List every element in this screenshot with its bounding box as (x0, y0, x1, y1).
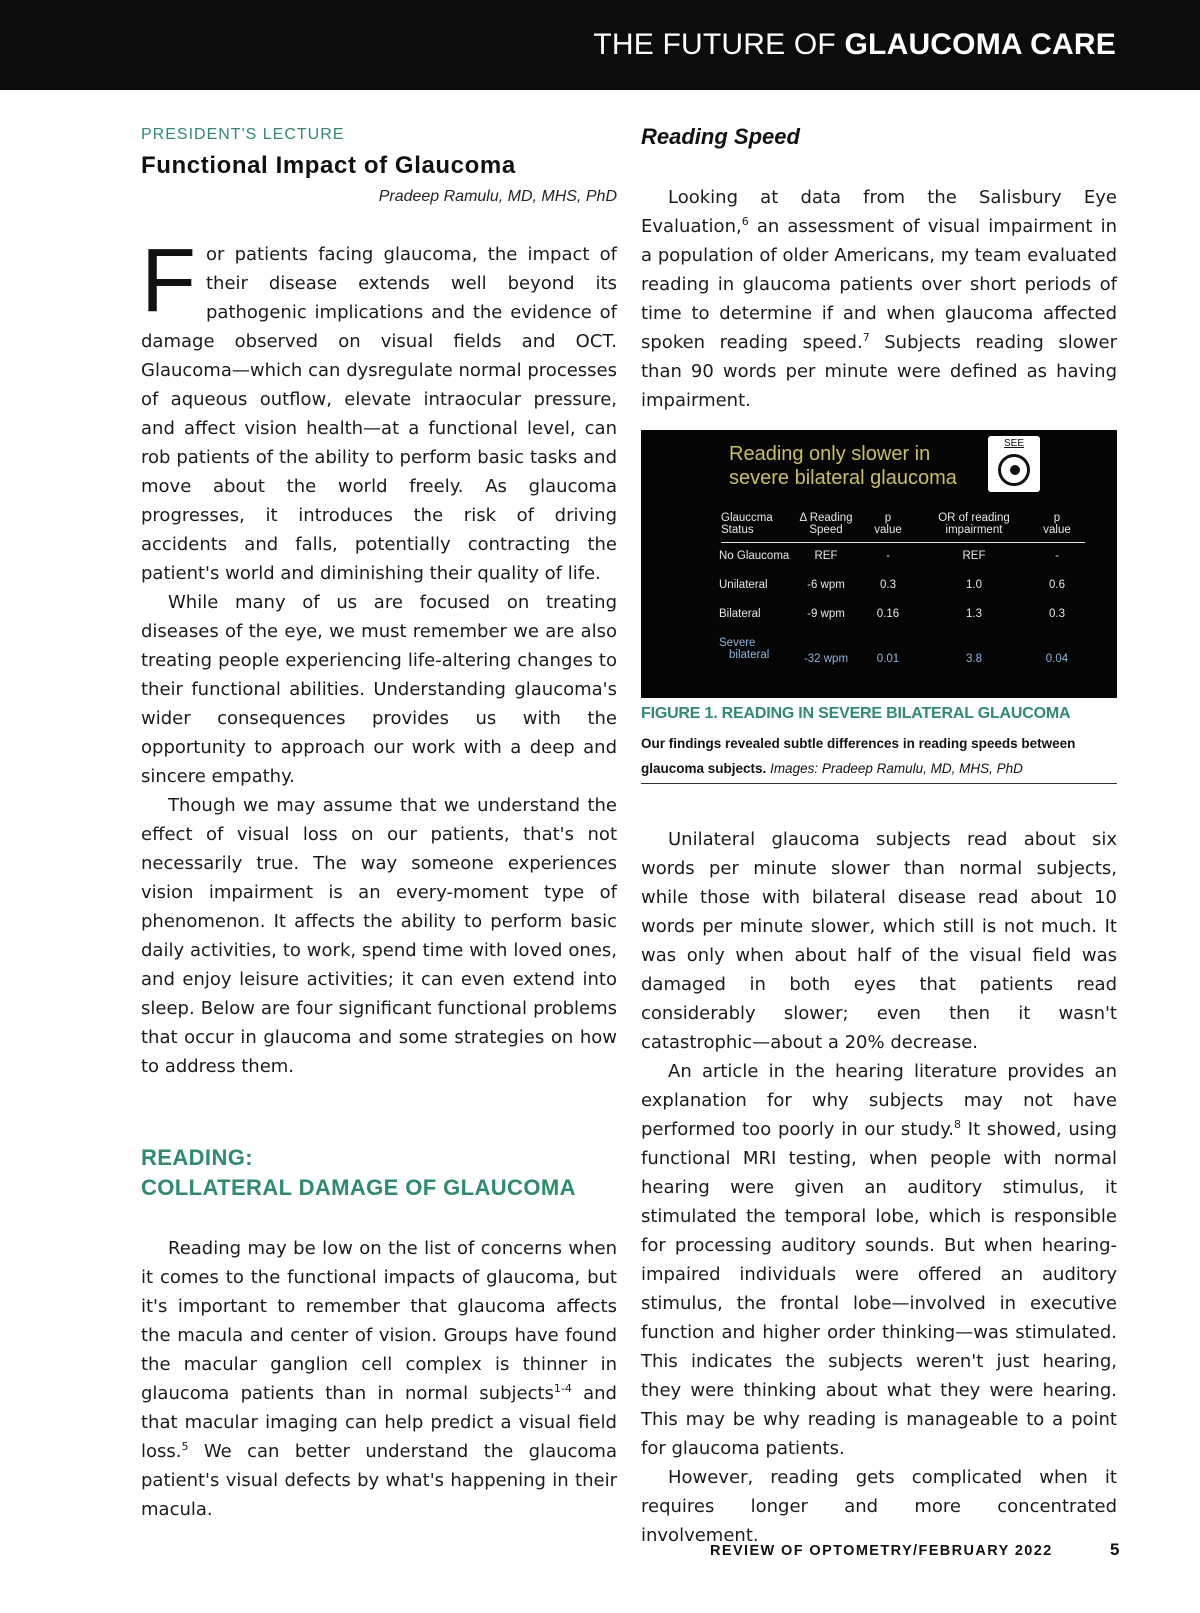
reading-speed-paragraph (641, 183, 1117, 415)
section-label: PRESIDENT'S LECTURE (141, 126, 345, 143)
intro-paragraph (141, 231, 617, 588)
right-paragraph-2: An article in the hearing literature provides an explanation for why subjects may not have performed too poorly in our study.$^8$ It showed, using functional MRI testing, when people with normal hearing were given an auditory stimulus, it stimulated the temporal lobe, which is responsible for processing auditory sounds. But when hearing-impaired individuals were offered an auditory stimulus, the frontal lobe—involved in executive function and higher order thinking—was stimulated. This indicates the subjects weren't just hearing, they were thinking about what they were hearing. This may be why reading is manageable to a point for glaucoma patients. (641, 1061, 1117, 1459)
running-head-bold: GLAUCOMA CARE (844, 28, 1116, 61)
byline: Pradeep Ramulu, MD, MHS, PhD (378, 188, 617, 205)
page-number: 5 (1110, 1540, 1120, 1559)
rs-text-3: Subjects reading slower than 90 words per minute were defined as having impairment. (641, 332, 1117, 411)
citation-6: 6 (741, 215, 749, 228)
severe-label: Severe bilateral (719, 637, 770, 661)
figure-caption-heading: FIGURE 1. READING IN SEVERE BILATERAL GLAUCOMA (641, 705, 1071, 722)
footer-publication: REVIEW OF OPTOMETRY/FEBRUARY 2022 (710, 1543, 1053, 1559)
eye-icon (998, 454, 1030, 486)
paragraph-3: Though we may assume that we understand the effect of visual loss on our patients, that's not necessarily true. The way someone experiences vision impairment is an every-moment type of phenomenon. It affects the ability to perform basic daily activities, to work, spend time with loved ones, and enjoy leisure activities; it can even extend into sleep. Below are four significant functional problems that occur in glaucoma and some strategies on how to address them. (141, 795, 617, 1077)
reading-heading (141, 1143, 576, 1203)
reading-heading-line-2: COLLATERAL DAMAGE OF GLAUCOMA (141, 1175, 576, 1200)
caption-rule (641, 783, 1117, 784)
intro-text: or patients facing glaucoma, the impact of their disease extends well beyond its pathogenic implications and the evidence of damage observed on visual fields and OCT. Glaucoma—which can dysregulate normal processes of aqueous outflow, elevate intraocular pressure, and affect vision health—at a functional level, can rob patients of the ability to perform basic tasks and move about the world freely. As glaucoma progresses, it introduces the risk of driving accidents and falls, potentially contracting the patient's world and diminishing their quality of life. (141, 244, 617, 584)
pupil-icon (1010, 465, 1020, 475)
header-bar (0, 0, 1200, 90)
citation-7: 7 (862, 331, 870, 344)
col-header-or: OR of reading impairment (938, 512, 1010, 536)
right-column-body (641, 825, 1117, 1550)
caption-credit: Images: Pradeep Ramulu, MD, MHS, PhD (770, 761, 1023, 776)
col-header-p1: p value (874, 512, 902, 536)
caption-bold: Our findings revealed subtle differences in reading speeds between glaucoma subjects. (641, 736, 1076, 776)
figure-caption (641, 731, 1117, 781)
col-header-speed: Δ Reading Speed (799, 512, 853, 536)
col-header-status: Glauccma Status (721, 512, 773, 536)
reading-text-1: Reading may be low on the list of concerns when it comes to the functional impacts of glaucoma, but it's important to remember that glaucoma affects the macula and center of vision. Groups have found the macular ganglion cell complex is thinner in glaucoma patients than in normal subjects (141, 1238, 617, 1404)
slide-title-line-1: Reading only slower in (729, 443, 931, 465)
rs-text-1: Looking at data from the Salisbury Eye Evaluation, (641, 187, 1117, 237)
table-row-severe: Severe bilateral -32 wpm 0.01 3.8 0.04 (719, 637, 1069, 665)
see-logo (988, 436, 1040, 492)
figure-slide (641, 430, 1117, 698)
citation-8: 8 (954, 1118, 962, 1131)
table-row: No Glaucoma REF - REF - (719, 550, 1059, 562)
table-header (641, 512, 1117, 536)
paragraph-2: While many of us are focused on treating diseases of the eye, we must remember we are also treating people experiencing life-altering changes to their functional abilities. Understanding glaucoma's wider consequences provides us with the opportunity to approach our work with a deep and sincere empathy. (141, 592, 617, 787)
reading-text-3: We can better understand the glaucoma patient's visual defects by what's happening in their macula. (141, 1441, 617, 1520)
rs-text-2: an assessment of visual impairment in a population of older Americans, my team evaluated reading in glaucoma patients over short periods of time to determine if and when glaucoma affected spoken reading speed. (641, 216, 1117, 353)
table-row: Unilateral -6 wpm 0.3 1.0 0.6 (719, 579, 1065, 591)
slide-title (729, 442, 957, 490)
reading-paragraph (141, 1234, 617, 1524)
intro-section (141, 231, 617, 1081)
article-title: Functional Impact of Glaucoma (141, 152, 516, 179)
running-head (593, 28, 1116, 62)
col-header-p2: p value (1043, 512, 1071, 536)
header-underline (721, 542, 1085, 543)
citation-1-4: 1-4 (553, 1382, 572, 1395)
running-head-light: THE FUTURE OF (593, 28, 836, 61)
citation-5: 5 (181, 1440, 189, 1453)
reading-text-2: and that macular imaging can help predict a visual field loss. (141, 1383, 617, 1462)
reading-heading-line-1: READING: (141, 1145, 253, 1170)
right-paragraph-3: However, reading gets complicated when it requires longer and more concentrated involvement. (641, 1467, 1117, 1546)
right-paragraph-1: Unilateral glaucoma subjects read about six words per minute slower than normal subjects, while those with bilateral disease read about 10 words per minute slower, which still is not much. It was only when about half of the visual field was damaged in both eyes that patients read considerably slower; even then it wasn't catastrophic—about a 20% decrease. (641, 829, 1117, 1053)
see-logo-text: SEE (1003, 438, 1024, 449)
table-row: Bilateral -9 wpm 0.16 1.3 0.3 (719, 608, 1065, 620)
drop-cap: F (141, 231, 196, 331)
slide-title-line-2: severe bilateral glaucoma (729, 467, 957, 489)
reading-speed-heading: Reading Speed (641, 124, 800, 149)
